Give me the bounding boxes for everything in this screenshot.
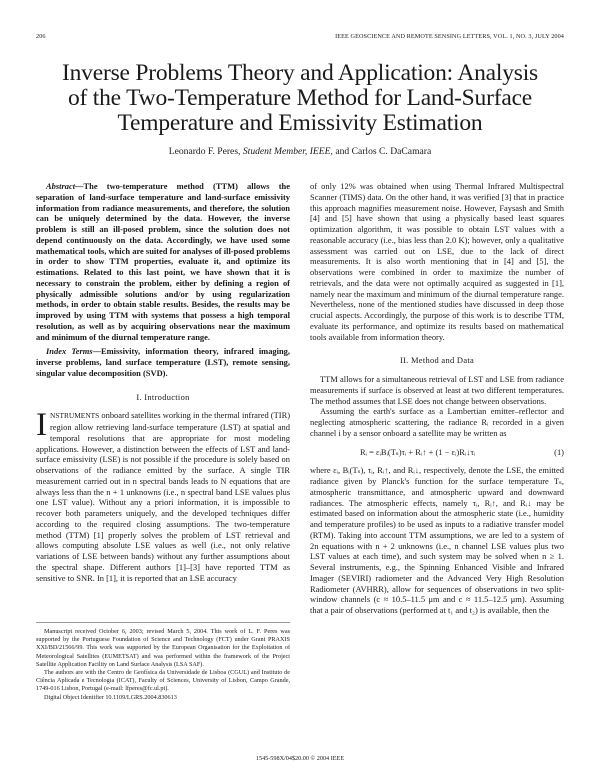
author-membership: Student Member, IEEE,	[242, 146, 333, 157]
intro-continuation: of only 12% was obtained when using Thermal Infrared Multispectral Scanner (TIMS) data. On the other hand, it was verified [3] that in practice this approach magnifies measurement noise. However, Faysash and Smith [4] and [5] have shown that using a physically based least squares optimization algorithm, it was possible to obtain LST values with a reasonable accuracy (i.e., bias less than 2.0 K); however, only a qualitative assessment was carried out on LSE, due to the lack of direct measurements. It is also worth mentioning that in [4] and [5], the observations were combined in order to maximize the number of retrievals, and the data were not optimally acquired as suggested in [1], namely near the maximum and minimum of the diurnal temperature range. Nevertheless, none of the mentioned studies have discussed in deep those crucial aspects. Accordingly, the purpose of this work is to describe TTM, evaluate its performance, and optimize its results based on mathematical tools available from information theory.	[310, 181, 564, 342]
section-heading: I. Introduction	[136, 391, 190, 402]
right-column	[310, 181, 564, 616]
footnote-rule	[36, 622, 290, 623]
equation-body: Rᵢ = εᵢBᵢ(Tₛ)τᵢ + Rᵢ↑ + (1 − εᵢ)Rᵢ↓τᵢ	[360, 446, 476, 457]
author-name: and Carlos C. DaCamara	[335, 146, 432, 157]
footnote-manuscript: Manuscript received October 6, 2003; revised March 5, 2004. This work of L. F. Peres was supported by the Portuguese Foundation of Science and Technology (FCT) under Grant PRAXIS XXI/BD/21566/99. This work was supported by the European Organisation for the Exploitation of Meteorological Satellites (EUMETSAT) and was performed within the framework of the Project Satellite Application Facility on Land Surface Analysis (LSA SAF).	[36, 628, 290, 668]
footnote-affiliation: The authors are with the Centro de Geofísica da Universidade de Lisboa (CGUL) and Instituto de Ciência Aplicada e Tecnologia (ICAT), Faculty of Sciences, University of Lisbon, Campo Grande, 1749-016 Lisbon, Portugal (e-mail: lfperes@fc.ul.pt).	[36, 669, 290, 693]
drop-cap: I	[36, 407, 47, 444]
index-terms-text: Emissivity, information theory, infrared imaging, inverse problems, land surface temperature (LST), remote sensing, singular value decomposition (SVD).	[36, 346, 290, 378]
copyright-footer: 1545-598X/04$20.00 © 2004 IEEE	[255, 755, 345, 762]
footnotes	[36, 628, 290, 702]
page-number: 206	[36, 33, 46, 40]
lead-word: NSTRUMENTS	[50, 411, 100, 421]
title-line: Inverse Problems Theory and Application: Analysis	[61, 60, 538, 86]
method-paragraph: Assuming the earth's surface as a Lambertian emitter–reflector and neglecting atmospheric scattering, the radiance Rᵢ recorded in a given channel i by a sensor onboard a satellite may be written as	[310, 406, 564, 438]
section-heading: II. Method and Data	[399, 355, 475, 366]
footnote-doi: Digital Object Identifier 10.1109/LGRS.2004.830613	[44, 693, 177, 701]
abstract-label: Abstract—	[46, 181, 84, 191]
author-name: Leonardo F. Peres,	[168, 146, 241, 157]
left-column	[36, 181, 290, 583]
abstract-text: The two-temperature method (TTM) allows the separation of land-surface temperature and land-surface emissivity information from radiance measurements, and therefore, the solution can be uniquely determined by the data. However, the inverse problem is still an ill-posed problem, since the solution does not depend continuously on the data. Accordingly, we have used some mathematical tools, which are suited for analyses of ill-posed problems in order to show TTM properties, evaluate it, and optimize its estimations. Related to this last point, we have shown that it is necessary to constrain the problem, either by defining a region of physically admissible solutions and/or by using regularization methods, in order to obtain stable results. Besides, the results may be improved by using TTM with systems that possess a high temporal resolution, as well as by acquiring observations near the maximum and minimum of the diurnal temperature range.	[36, 181, 290, 342]
method-paragraph: where εᵢ, Bᵢ(Tₛ), τᵢ, Rᵢ↑, and Rᵢ↓, respectively, denote the LSE, the emitted radiance given by Planck's function for the surface temperature Tₛ, atmospheric transmittance, and atmospheric upward and downward radiances. The atmospheric effects, namely τᵢ, Rᵢ↑, and Rᵢ↓ may be estimated based on information about the atmospheric state (i.e., humidity and temperature profiles) to be used as inputs to a radiative transfer model (RTM). Taking into account TTM assumptions, we are led to a system of 2n equations with n + 2 unknowns (i.e., n channel LSE values plus two LST values at each time), and such system may be solved when n ≥ 1. Several instruments, e.g., the Spinning Enhanced Visible and Infrared Imager (SEVIRI) radiometer and the Advanced Very High Resolution Radiometer (AVHRR), allow for sequences of observations in two split-window channels (c ≈ 10.5–11.5 μm and c ≈ 11.5–12.5 μm). Assuming that a pair of observations (performed at t₁ and t₂) is available, then the	[310, 465, 564, 615]
intro-text: onboard satellites working in the thermal infrared (TIR) region allow retrieving land-surface temperature (LST) at spatial and temporal resolutions that are appropriate for most modeling applications. However, a distinction between the effects of LST and land-surface emissivity (LSE) is not possible if the procedure is solely based on observations of the radiance emitted by the surface. A single TIR measurement carried out in n spectral bands leads to N equations that are always less than the n + 1 unknowns (i.e., n spectral band LSE values plus one LST value). Without any a priori information, it is impossible to recover both parameters uniquely, and the developed techniques differ according to the required closing assumptions. The two-temperature method (TTM) [1] properly solves the problem of LST retrieval and allows computing absolute LSE values as well (i.e., not only relative variations of LSE between bands) without any further assumptions about the spectral shape. Different authors [1]–[3] have reported TTM as sensitive to SNR. In [1], it is reported that an LSE accuracy	[36, 410, 291, 583]
method-paragraph: TTM allows for a simultaneous retrieval of LST and LSE from radiance measurements if surface is observed at least at two different temperatures. The method assumes that LSE does not change between observations.	[310, 374, 564, 406]
index-terms	[36, 346, 290, 378]
title-line: Temperature and Emissivity Estimation	[117, 110, 483, 136]
journal-header: IEEE GEOSCIENCE AND REMOTE SENSING LETTERS, VOL. 1, NO. 3, JULY 2004	[335, 33, 564, 40]
paper-title	[20, 61, 580, 136]
abstract	[36, 181, 290, 342]
index-terms-label: Index Terms—	[46, 346, 102, 357]
intro-paragraph	[36, 407, 291, 583]
title-line: of the Two-Temperature Method for Land-Surface	[67, 85, 533, 111]
author-line	[0, 146, 600, 157]
equation-number: (1)	[554, 446, 564, 457]
equation	[310, 447, 564, 458]
